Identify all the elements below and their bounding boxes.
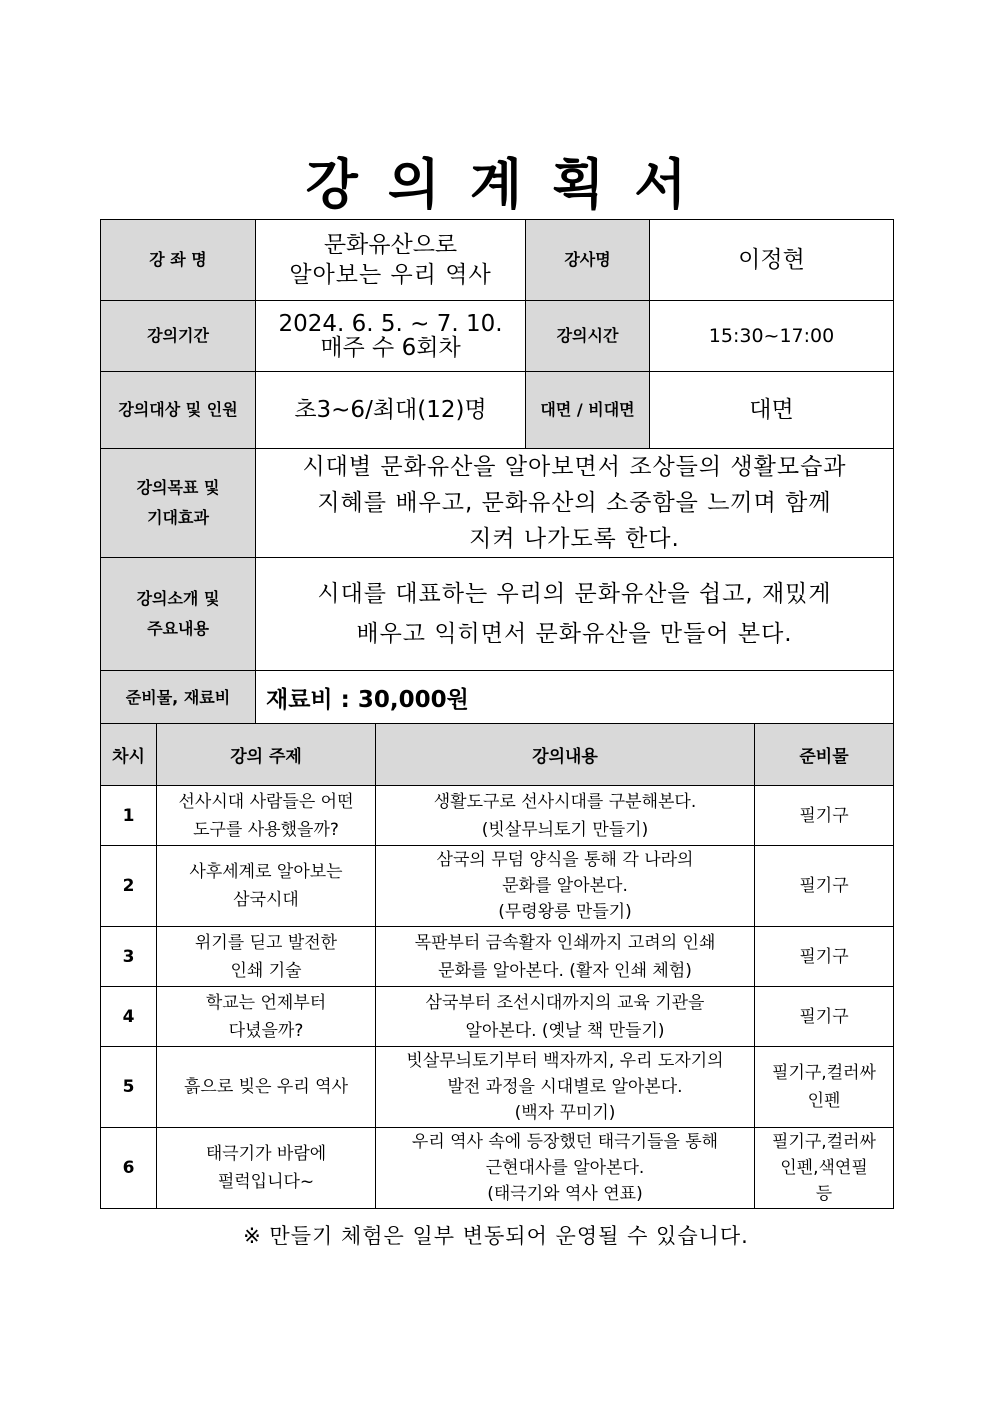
header-content: 강의내용 [376,724,755,786]
session-content [376,1047,755,1128]
time-label: 강의시간 [526,301,650,372]
content-line: (빗살무늬토기 만들기) [481,819,649,840]
content-line: 삼국부터 조선시대까지의 교육 기관을 [425,992,705,1013]
content-line: 근현대사를 알아본다. [485,1158,645,1178]
session-content [376,846,755,927]
goal-line3: 지켜 나가도록 한다. [469,526,680,552]
content-line: 문화를 알아본다. [502,876,628,896]
content-line: 문화를 알아본다. (활자 인쇄 체험) [438,960,692,981]
session-content [376,987,755,1047]
session-topic [157,1128,376,1209]
session-preparation [755,1128,894,1209]
topic-line: 선사시대 사람들은 어떤 [178,791,354,812]
session-preparation [755,1047,894,1128]
prep-line: 등 [815,1184,833,1204]
content-line: (무령왕릉 만들기) [498,902,632,922]
topic-line: 사후세계로 알아보는 [189,862,343,882]
material-label: 준비물, 재료비 [101,671,256,725]
session-topic [157,987,376,1047]
topic-line: 태극기가 바람에 [205,1144,327,1164]
prep-line: 인펜 [807,1091,841,1111]
prep-line: 필기구,컬러싸 [772,1132,876,1152]
session-topic [157,927,376,987]
goal-label-line2: 기대효과 [147,508,209,527]
target-label: 강의대상 및 인원 [101,372,256,449]
session-number: 2 [101,846,157,927]
course-name [256,220,526,301]
prep-line: 인펜,색연필 [780,1158,868,1178]
session-preparation: 필기구 [755,786,894,846]
intro-line1: 시대를 대표하는 우리의 문화유산을 쉽고, 재밌게 [317,581,832,607]
topic-line: 학교는 언제부터 [205,992,327,1013]
session-topic [157,846,376,927]
content-line: 알아본다. (옛날 책 만들기) [465,1020,665,1041]
period-line1: 2024. 6. 5. ~ 7. 10. [278,311,503,337]
intro-label [101,558,256,671]
table-row [101,927,894,987]
session-number: 6 [101,1128,157,1209]
session-content [376,927,755,987]
content-line: (태극기와 역사 연표) [487,1184,643,1204]
content-line: 목판부터 금속활자 인쇄까지 고려의 인쇄 [414,932,716,953]
content-line: 생활도구로 선사시대를 구분해본다. [433,791,697,812]
course-label: 강 좌 명 [101,220,256,301]
table-row [101,786,894,846]
course-period [256,301,526,372]
instructor-label: 강사명 [526,220,650,301]
content-line: 빗살무늬토기부터 백자까지, 우리 도자기의 [406,1051,724,1071]
session-number: 5 [101,1047,157,1128]
content-line: 우리 역사 속에 등장했던 태극기들을 통해 [411,1132,719,1152]
course-name-line1: 문화유산으로 [323,232,458,258]
session-number: 3 [101,927,157,987]
topic-line: 위기를 딛고 발전한 [194,932,338,953]
session-content [376,786,755,846]
topic-line: 펄럭입니다~ [217,1172,315,1192]
topic-line: 다녔을까? [228,1020,304,1041]
course-target: 초3~6/최대(12)명 [256,372,526,449]
header-session: 차시 [101,724,157,786]
goal-line1: 시대별 문화유산을 알아보면서 조상들의 생활모습과 [302,454,847,480]
goal-line2: 지혜를 배우고, 문화유산의 소중함을 느끼며 함께 [317,490,832,516]
header-preparation: 준비물 [755,724,894,786]
goal-label-line1: 강의목표 및 [136,478,220,497]
session-preparation: 필기구 [755,846,894,927]
content-line: 삼국의 무덤 양식을 통해 각 나라의 [436,850,694,870]
page-title: 강의계획서 [305,153,717,216]
session-preparation: 필기구 [755,987,894,1047]
session-number: 4 [101,987,157,1047]
table-row [101,987,894,1047]
schedule-header-row [101,724,894,786]
course-intro [256,558,894,671]
material-fee: 재료비 : 30,000원 [256,671,894,725]
footnote: ※ 만들기 체험은 일부 변동되어 운영될 수 있습니다. [243,1224,749,1248]
content-line: (백자 꾸미기) [514,1103,616,1123]
course-mode: 대면 [650,372,894,449]
period-label: 강의기간 [101,301,256,372]
mode-label: 대면 / 비대면 [526,372,650,449]
session-content [376,1128,755,1209]
table-row [101,1047,894,1128]
period-line2: 매주 수 6회차 [320,335,461,361]
schedule-table [100,723,894,1209]
instructor-name: 이정현 [650,220,894,301]
session-preparation: 필기구 [755,927,894,987]
topic-line: 삼국시대 [233,890,299,910]
intro-label-line1: 강의소개 및 [136,589,220,608]
course-info-table [100,219,894,725]
session-topic [157,786,376,846]
table-row [101,1128,894,1209]
header-topic: 강의 주제 [157,724,376,786]
goal-label [101,449,256,558]
table-row [101,846,894,927]
session-number: 1 [101,786,157,846]
course-goal [256,449,894,558]
course-name-line2: 알아보는 우리 역사 [289,262,492,288]
intro-label-line2: 주요내용 [147,619,209,638]
topic-line: 도구를 사용했을까? [193,819,339,840]
course-time: 15:30~17:00 [650,301,894,372]
session-topic: 흙으로 빚은 우리 역사 [157,1047,376,1128]
prep-line: 필기구,컬러싸 [772,1063,876,1083]
intro-line2: 배우고 익히면서 문화유산을 만들어 본다. [356,621,793,647]
content-line: 발전 과정을 시대별로 알아본다. [447,1077,683,1097]
topic-line: 인쇄 기술 [230,960,302,981]
